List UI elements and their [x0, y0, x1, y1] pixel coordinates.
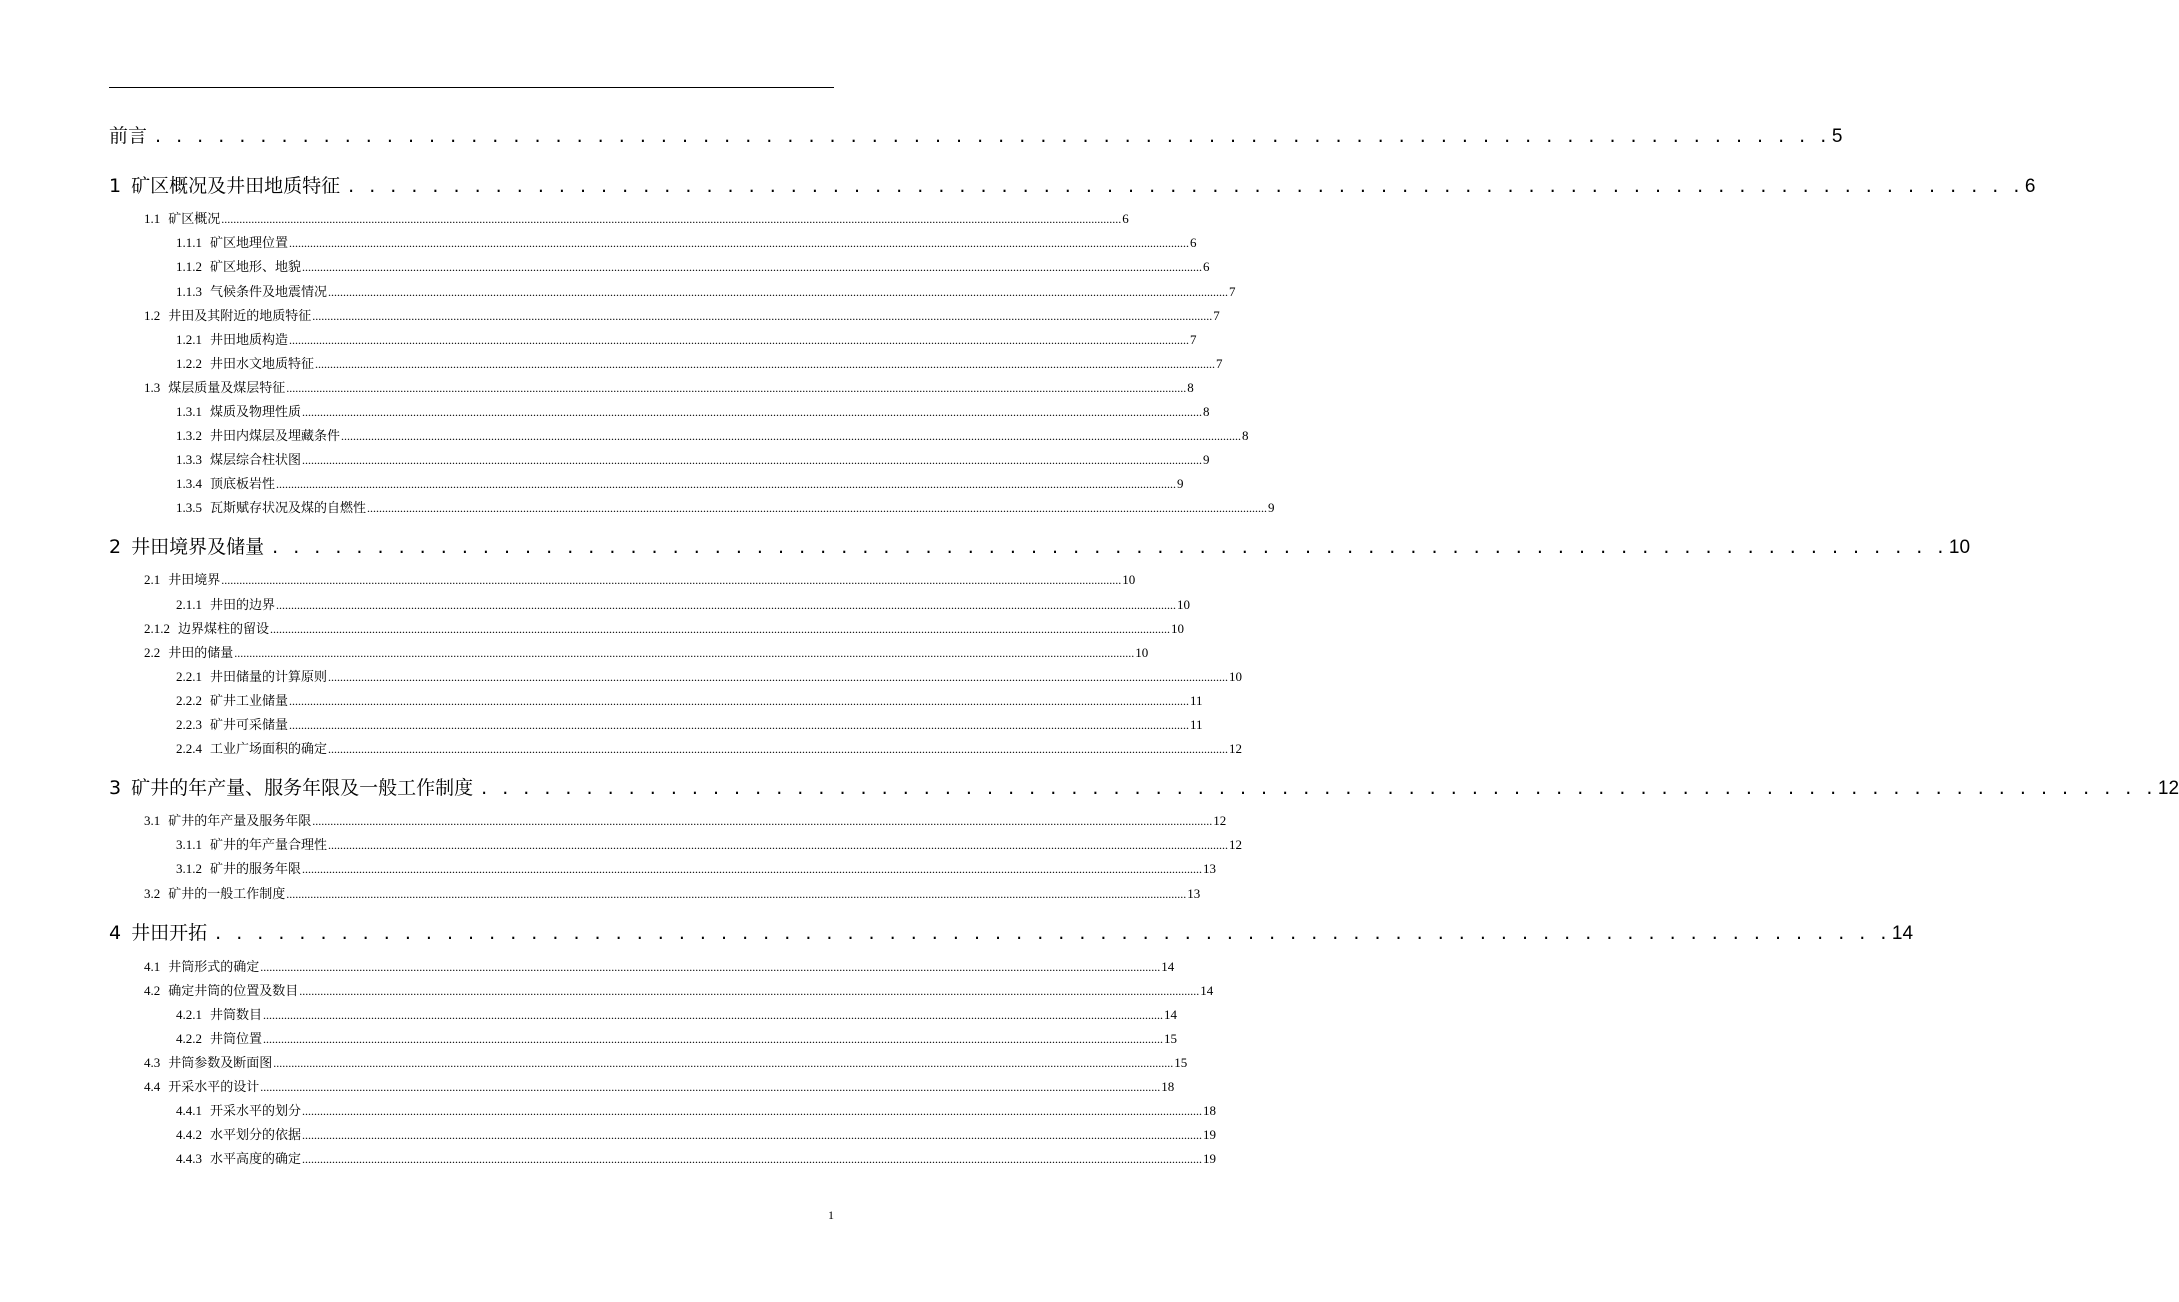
toc-entry-level-2[interactable] [144, 208, 1129, 228]
toc-entry-level-3[interactable] [176, 232, 1197, 252]
toc-entry-page: 10 [1948, 537, 1971, 558]
toc-entry-level-2[interactable] [144, 810, 1227, 830]
toc-entry-page: 9 [1268, 500, 1275, 515]
toc-entry-number: 1.1.3 [176, 284, 202, 299]
toc-entry-title: 矿区地理位置 [210, 236, 289, 251]
toc-entry-level-1[interactable] [109, 532, 1971, 560]
toc-dot-leader: ............................................................................................................................................................................................................................................................................................................ [260, 1080, 1161, 1094]
toc-entry-page: 15 [1164, 1031, 1178, 1046]
toc-dot-leader: ............................................................................................................................................................................................................................................................................................................ [328, 838, 1229, 852]
toc-entry-page: 7 [1213, 308, 1220, 323]
toc-entry-title: 边界煤柱的留设 [178, 621, 270, 636]
toc-dot-leader: ............................................................................................................................................................................................................................................................................................................ [302, 1104, 1203, 1118]
toc-entry-number: 4.2 [144, 983, 161, 998]
toc-entry-level-2[interactable] [144, 618, 1185, 638]
toc-entry-page: 10 [1229, 669, 1243, 684]
toc-dot-leader: ............................................................................................................................................................................................................................................................................................................ [328, 285, 1229, 299]
toc-dot-leader: ............................................................................................................................................................................................................................................................................................................ [341, 429, 1242, 443]
toc-dot-leader: ............................................................................................................................................................................................................................................................................................................ [328, 742, 1229, 756]
toc-entry-page: 10 [1122, 572, 1136, 587]
toc-entry-page: 6 [2024, 176, 2036, 197]
toc-entry-page: 12 [1213, 813, 1227, 828]
toc-entry-title: 确定井筒的位置及数目 [168, 983, 299, 998]
toc-entry-number: 1.3.3 [176, 452, 202, 467]
toc-entry-page: 6 [1203, 259, 1210, 274]
toc-entry-page: 15 [1174, 1055, 1188, 1070]
toc-entry-number: 2 [109, 536, 122, 558]
toc-entry-page: 8 [1187, 380, 1194, 395]
toc-entry-title: 前言 [109, 125, 148, 147]
toc-entry-level-3[interactable] [176, 714, 1203, 734]
toc-entry-number: 1.3.5 [176, 500, 202, 515]
toc-entry-page: 9 [1177, 476, 1184, 491]
toc-dot-leader: ............................................................................................................................................................................................................................................................................................................ [302, 260, 1203, 274]
toc-entry-number: 1.2 [144, 308, 161, 323]
toc-dot-leader: ............................................................................................................................................................................................................................................................................................................ [260, 960, 1161, 974]
toc-entry-page: 14 [1161, 959, 1175, 974]
toc-entry-title: 工业广场面积的确定 [210, 742, 328, 757]
toc-entry-title: 开采水平的设计 [168, 1079, 260, 1094]
toc-dot-leader: ............................................................................................................................................................................................................................................................................................................ [302, 1128, 1203, 1142]
toc-entry-level-3[interactable] [176, 594, 1191, 614]
toc-entry-level-3[interactable] [176, 858, 1217, 878]
toc-entry-level-1[interactable] [109, 121, 1843, 149]
toc-entry-page: 9 [1203, 452, 1210, 467]
toc-entry-page: 6 [1190, 235, 1197, 250]
toc-entry-number: 1.1.1 [176, 235, 202, 250]
toc-dot-leader: ............................................................................................................................................................................................................................................................................................................ [263, 1032, 1164, 1046]
toc-entry-page: 10 [1177, 597, 1191, 612]
toc-entry-title: 矿井的服务年限 [210, 862, 302, 877]
toc-entry-number: 4.3 [144, 1055, 161, 1070]
toc-entry-title: 气候条件及地震情况 [210, 285, 328, 300]
toc-entry-title: 井田的边界 [210, 598, 276, 613]
toc-entry-page: 13 [1203, 861, 1217, 876]
toc-dot-leader: . . . . . . . . . . . . . . . . . . . . . . . . . . . . . . . . . . . . . . . . . . . . . . . . . . . . . . . . . . . . . . . . . . . . . . . . . . . . . . . . [348, 175, 2024, 197]
toc-entry-level-3[interactable] [176, 497, 1275, 517]
toc-entry-title: 矿井的年产量及服务年限 [168, 813, 312, 828]
toc-entry-number: 1.1.2 [176, 259, 202, 274]
toc-entry-number: 4.4.3 [176, 1151, 202, 1166]
toc-entry-title: 井筒数目 [210, 1008, 263, 1023]
toc-dot-leader: ............................................................................................................................................................................................................................................................................................................ [273, 1056, 1174, 1070]
toc-entry-page: 11 [1190, 717, 1203, 732]
toc-entry-number: 1.3 [144, 380, 161, 395]
toc-entry-page: 18 [1203, 1103, 1217, 1118]
toc-entry-title: 矿井的年产量合理性 [210, 838, 328, 853]
toc-entry-number: 4.4.1 [176, 1103, 202, 1118]
toc-entry-title: 开采水平的划分 [210, 1104, 302, 1119]
toc-dot-leader: ............................................................................................................................................................................................................................................................................................................ [276, 477, 1177, 491]
toc-entry-page: 8 [1203, 404, 1210, 419]
toc-entry-number: 4.4.2 [176, 1127, 202, 1142]
toc-dot-leader: ............................................................................................................................................................................................................................................................................................................ [302, 1152, 1203, 1166]
toc-dot-leader: ............................................................................................................................................................................................................................................................................................................ [289, 694, 1190, 708]
toc-entry-title: 井田内煤层及埋藏条件 [210, 429, 341, 444]
toc-entry-title: 矿井可采储量 [210, 718, 289, 733]
toc-entry-level-3[interactable] [176, 449, 1210, 469]
toc-dot-leader: ............................................................................................................................................................................................................................................................................................................ [315, 357, 1216, 371]
toc-entry-title: 井田地质构造 [210, 333, 289, 348]
toc-entry-number: 4.1 [144, 959, 161, 974]
toc-dot-leader: ............................................................................................................................................................................................................................................................................................................ [328, 670, 1229, 684]
toc-entry-number: 3.1.1 [176, 837, 202, 852]
toc-entry-page: 6 [1122, 211, 1129, 226]
toc-dot-leader: ............................................................................................................................................................................................................................................................................................................ [302, 453, 1203, 467]
toc-entry-level-3[interactable] [176, 834, 1243, 854]
toc-entry-number: 1.2.1 [176, 332, 202, 347]
toc-entry-level-3[interactable] [176, 353, 1223, 373]
toc-entry-level-2[interactable] [144, 305, 1220, 325]
toc-entry-page: 8 [1242, 428, 1249, 443]
toc-entry-level-3[interactable] [176, 281, 1236, 301]
toc-entry-page: 12 [2157, 778, 2179, 799]
toc-entry-title: 水平划分的依据 [210, 1128, 302, 1143]
toc-entry-title: 矿区地形、地貌 [210, 260, 302, 275]
toc-dot-leader: . . . . . . . . . . . . . . . . . . . . . . . . . . . . . . . . . . . . . . . . . . . . . . . . . . . . . . . . . . . . . . . . . . . . . . . . . . . . . . . . [272, 536, 1948, 558]
toc-entry-level-1[interactable] [109, 171, 2036, 199]
toc-entry-title: 井筒参数及断面图 [168, 1055, 273, 1070]
toc-entry-page: 14 [1200, 983, 1214, 998]
toc-entry-page: 13 [1187, 886, 1201, 901]
toc-entry-title: 井田及其附近的地质特征 [168, 308, 312, 323]
toc-dot-leader: ............................................................................................................................................................................................................................................................................................................ [312, 309, 1213, 323]
toc-entry-number: 1.1 [144, 211, 161, 226]
toc-entry-level-3[interactable] [176, 401, 1210, 421]
toc-entry-level-3[interactable] [176, 666, 1243, 686]
toc-entry-title: 矿井工业储量 [210, 694, 289, 709]
toc-entry-number: 2.1.2 [144, 621, 170, 636]
toc-dot-leader: . . . . . . . . . . . . . . . . . . . . . . . . . . . . . . . . . . . . . . . . . . . . . . . . . . . . . . . . . . . . . . . . . . . . . . . . . . . . . . . . [215, 922, 1891, 944]
toc-entry-title: 井筒形式的确定 [168, 959, 260, 974]
toc-entry-level-1[interactable] [109, 773, 2179, 801]
toc-dot-leader: ............................................................................................................................................................................................................................................................................................................ [289, 333, 1190, 347]
toc-dot-leader: ............................................................................................................................................................................................................................................................................................................ [367, 501, 1268, 515]
toc-dot-leader: ............................................................................................................................................................................................................................................................................................................ [286, 381, 1187, 395]
toc-entry-title: 井田开拓 [131, 922, 208, 944]
toc-dot-leader: ............................................................................................................................................................................................................................................................................................................ [234, 646, 1135, 660]
toc-entry-number: 2.1 [144, 572, 161, 587]
toc-entry-level-3[interactable] [176, 425, 1249, 445]
toc-entry-number: 4.2.2 [176, 1031, 202, 1046]
toc-entry-page: 7 [1190, 332, 1197, 347]
toc-entry-number: 3.1 [144, 813, 161, 828]
toc-entry-level-3[interactable] [176, 329, 1197, 349]
toc-dot-leader: ............................................................................................................................................................................................................................................................................................................ [312, 814, 1213, 828]
toc-entry-number: 3 [109, 777, 122, 799]
toc-entry-level-3[interactable] [176, 1148, 1217, 1168]
toc-entry-level-3[interactable] [176, 1004, 1178, 1024]
toc-dot-leader: ............................................................................................................................................................................................................................................................................................................ [221, 212, 1122, 226]
toc-entry-title: 矿井的一般工作制度 [168, 886, 286, 901]
toc-entry-page: 14 [1164, 1007, 1178, 1022]
toc-dot-leader: ............................................................................................................................................................................................................................................................................................................ [299, 984, 1200, 998]
toc-entry-level-2[interactable] [144, 1076, 1175, 1096]
toc-entry-title: 矿井的年产量、服务年限及一般工作制度 [131, 777, 474, 799]
toc-entry-level-3[interactable] [176, 1124, 1217, 1144]
toc-entry-title: 煤质及物理性质 [210, 405, 302, 420]
toc-entry-page: 10 [1171, 621, 1185, 636]
toc-dot-leader: ............................................................................................................................................................................................................................................................................................................ [302, 862, 1203, 876]
toc-entry-number: 1.3.4 [176, 476, 202, 491]
toc-entry-title: 井田储量的计算原则 [210, 670, 328, 685]
toc-dot-leader: ............................................................................................................................................................................................................................................................................................................ [286, 887, 1187, 901]
toc-entry-title: 井田的储量 [168, 645, 234, 660]
toc-entry-title: 矿区概况 [168, 211, 221, 226]
toc-entry-level-3[interactable] [176, 473, 1184, 493]
toc-entry-title: 井田境界 [168, 572, 221, 587]
toc-entry-level-1[interactable] [109, 918, 1914, 946]
toc-entry-number: 3.2 [144, 886, 161, 901]
toc-entry-title: 水平高度的确定 [210, 1152, 302, 1167]
toc-entry-page: 18 [1161, 1079, 1175, 1094]
toc-entry-page: 11 [1190, 693, 1203, 708]
toc-entry-number: 2.2.4 [176, 741, 202, 756]
footer-page-number: 1 [828, 1208, 834, 1222]
toc-entry-level-3[interactable] [176, 738, 1243, 758]
toc-entry-title: 井田水文地质特征 [210, 357, 315, 372]
toc-entry-page: 12 [1229, 837, 1243, 852]
toc-entry-level-2[interactable] [144, 377, 1194, 397]
toc-entry-level-3[interactable] [176, 256, 1210, 276]
toc-entry-number: 1.3.2 [176, 428, 202, 443]
toc-entry-page: 14 [1891, 923, 1914, 944]
toc-entry-number: 1 [109, 175, 122, 197]
toc-entry-level-2[interactable] [144, 980, 1214, 1000]
toc-entry-number: 1.3.1 [176, 404, 202, 419]
toc-dot-leader: ............................................................................................................................................................................................................................................................................................................ [289, 236, 1190, 250]
toc-entry-number: 4.2.1 [176, 1007, 202, 1022]
toc-entry-page: 5 [1831, 126, 1843, 147]
toc-entry-level-2[interactable] [144, 569, 1136, 589]
toc-entry-title: 井筒位置 [210, 1032, 263, 1047]
toc-entry-level-3[interactable] [176, 1100, 1217, 1120]
toc-entry-level-2[interactable] [144, 956, 1175, 976]
toc-dot-leader: . . . . . . . . . . . . . . . . . . . . . . . . . . . . . . . . . . . . . . . . . . . . . . . . . . . . . . . . . . . . . . . . . . . . . . . . . . . . . . . . [155, 125, 1831, 147]
toc-entry-number: 2.2.1 [176, 669, 202, 684]
toc-entry-title: 瓦斯赋存状况及煤的自燃性 [210, 501, 367, 516]
toc-entry-title: 煤层综合柱状图 [210, 453, 302, 468]
toc-dot-leader: . . . . . . . . . . . . . . . . . . . . . . . . . . . . . . . . . . . . . . . . . . . . . . . . . . . . . . . . . . . . . . . . . . . . . . . . . . . . . . . . [481, 777, 2157, 799]
toc-entry-level-2[interactable] [144, 642, 1149, 662]
toc-entry-title: 顶底板岩性 [210, 477, 276, 492]
toc-entry-title: 煤层质量及煤层特征 [168, 380, 286, 395]
toc-entry-number: 2.2.3 [176, 717, 202, 732]
toc-entry-number: 1.2.2 [176, 356, 202, 371]
toc-dot-leader: ............................................................................................................................................................................................................................................................................................................ [263, 1008, 1164, 1022]
toc-dot-leader: ............................................................................................................................................................................................................................................................................................................ [270, 622, 1171, 636]
toc-entry-level-3[interactable] [176, 1028, 1178, 1048]
toc-entry-title: 矿区概况及井田地质特征 [131, 175, 341, 197]
toc-entry-number: 2.1.1 [176, 597, 202, 612]
toc-entry-number: 3.1.2 [176, 861, 202, 876]
toc-entry-level-2[interactable] [144, 883, 1201, 903]
toc-entry-number: 2.2 [144, 645, 161, 660]
toc-dot-leader: ............................................................................................................................................................................................................................................................................................................ [289, 718, 1190, 732]
toc-entry-number: 4.4 [144, 1079, 161, 1094]
toc-entry-page: 19 [1203, 1127, 1217, 1142]
toc-entry-page: 7 [1229, 284, 1236, 299]
toc-dot-leader: ............................................................................................................................................................................................................................................................................................................ [302, 405, 1203, 419]
toc-entry-number: 4 [109, 922, 122, 944]
toc-entry-title: 井田境界及储量 [131, 536, 265, 558]
toc-dot-leader: ............................................................................................................................................................................................................................................................................................................ [221, 573, 1122, 587]
toc-entry-page: 19 [1203, 1151, 1217, 1166]
toc-dot-leader: ............................................................................................................................................................................................................................................................................................................ [276, 598, 1177, 612]
toc-entry-level-3[interactable] [176, 690, 1203, 710]
toc-entry-page: 10 [1135, 645, 1149, 660]
toc-entry-level-2[interactable] [144, 1052, 1188, 1072]
toc-entry-number: 2.2.2 [176, 693, 202, 708]
toc-entry-page: 12 [1229, 741, 1243, 756]
toc-entry-page: 7 [1216, 356, 1223, 371]
